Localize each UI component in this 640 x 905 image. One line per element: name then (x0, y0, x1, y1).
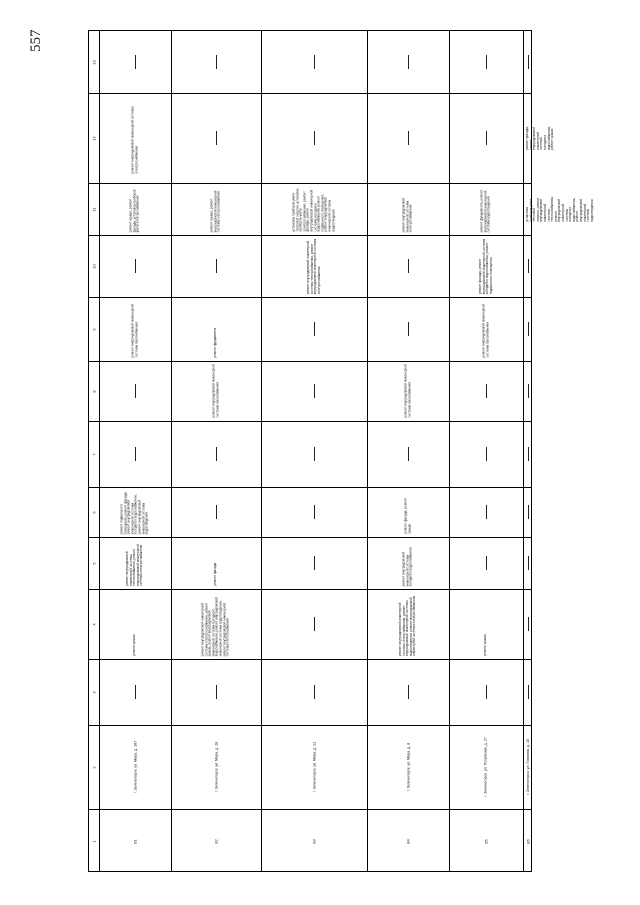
column-number: 11 (91, 206, 97, 212)
work-description: ремонт крыши, ремонт фасада, установка приборов учета электроснабжения (128, 189, 140, 232)
address-text: г. Зеленогорск, ул. Потрясова, д. 27 (484, 737, 488, 797)
empty-dash (528, 55, 529, 69)
column-number-cell (89, 659, 99, 725)
work-cell (367, 93, 449, 183)
empty-dash (528, 384, 529, 398)
column-number-cell (89, 537, 99, 589)
empty-dash (216, 685, 217, 699)
column-number: 5 (91, 561, 97, 565)
work-description: ремонт внутридомовой инженерной системы теплоснабжения, ремонт внутридомовой инженерной системы электроснабжения (305, 238, 321, 294)
work-cell (367, 659, 449, 725)
column-number: 7 (91, 452, 97, 456)
work-cell (261, 31, 367, 93)
work-cell (171, 487, 261, 537)
column-number-cell (89, 809, 99, 873)
page-number: 557 (28, 29, 44, 52)
work-description: ремонт внутридомовой инженерной системы теплоснабжения, ремонт внутридомовой инженерной системы водоотведения, ремонт внутридомовой инженерной системы электроснабжения (398, 595, 417, 656)
empty-dash (314, 556, 315, 570)
column-number-cell (89, 235, 99, 297)
empty-dash (314, 685, 315, 699)
work-cell (171, 659, 261, 725)
work-cell (171, 297, 261, 361)
empty-dash (314, 55, 315, 69)
work-cell (261, 297, 367, 361)
empty-dash (314, 322, 315, 336)
work-description: ремонт внутридомовой инженерной системы холодного водоснабжения (401, 546, 413, 586)
address-cell (449, 725, 523, 809)
empty-dash (486, 505, 487, 519)
work-cell (449, 421, 523, 487)
row-number-cell (367, 809, 449, 873)
empty-dash (528, 322, 529, 336)
work-cell (171, 31, 261, 93)
work-cell (523, 31, 533, 93)
empty-dash (408, 259, 409, 273)
empty-dash (408, 685, 409, 699)
work-cell (171, 235, 261, 297)
work-description: ремонт фасада (213, 562, 218, 586)
row-number-cell (261, 809, 367, 873)
work-cell (171, 361, 261, 421)
column-number-cell (89, 589, 99, 659)
work-description: ремонт внутридомовой инженерной системы теплоснабжения, ремонт внутридомовой инженерной системы электроснабжения (125, 544, 144, 586)
empty-dash (314, 384, 315, 398)
empty-dash (528, 685, 529, 699)
work-cell (261, 537, 367, 589)
column-number: 8 (91, 389, 97, 393)
work-cell (99, 659, 171, 725)
row-number: 82 (213, 838, 219, 844)
empty-dash (408, 322, 409, 336)
work-cell (523, 487, 533, 537)
work-cell (449, 93, 523, 183)
work-description: ремонт внутридомовой инженерной системы газоснабжения (211, 364, 219, 418)
work-description: установка приборов учета тепловой энергии, ремонт внутридомовой инженерной системы теплоснабжения, ремонт внутридомовой инженерной системы холодного водоснабжения, ремонт внутридомовой инженерной системы водоотведения (525, 196, 594, 222)
address-text: г. Зеленогорск, ул. Павлова, д. 15 (526, 739, 530, 795)
work-description: ремонт фасада, ремонт внутридомовой инженерной системы холодного водоснабжения, ремонт крыши (525, 126, 555, 150)
empty-dash (314, 131, 315, 145)
work-cell (171, 589, 261, 659)
row-number: 84 (405, 838, 411, 844)
work-description: ремонт внутридомовой инженерной системы газоснабжения (130, 304, 138, 358)
address-text: г. Зеленогорск, ул. Мира, д. 187 (133, 740, 137, 794)
empty-dash (486, 55, 487, 69)
empty-dash (216, 55, 217, 69)
work-cell (99, 31, 171, 93)
empty-dash (486, 131, 487, 145)
work-cell (261, 183, 367, 235)
empty-dash (486, 556, 487, 570)
address-cell (367, 725, 449, 809)
empty-dash (528, 447, 529, 461)
work-description: ремонт внутридомовой инженерной системы газоснабжения (481, 304, 489, 358)
column-number-cell (89, 361, 99, 421)
work-cell (99, 297, 171, 361)
work-description: ремонт внутридомовой инженерной системы электроснабжения (130, 107, 138, 174)
column-number: 1 (91, 839, 97, 843)
work-description: ремонт фасада, ремонт крыши (403, 498, 411, 534)
row-number-cell (449, 809, 523, 873)
column-number-cell (89, 487, 99, 537)
work-cell (99, 487, 171, 537)
work-cell (261, 589, 367, 659)
column-number-cell (89, 297, 99, 361)
work-description: ремонт внутридомовой инженерной системы электроснабжения, ремонт крыши, ремонт внутридомовой инженерной системы холодного водоснабжения, ремонт внутридомовой инженерной системы водоотведения, ремонт внутридомовой инженерной системы теплоснабжения (200, 596, 230, 656)
row-number-cell (99, 809, 171, 873)
empty-dash (216, 447, 217, 461)
empty-dash (528, 617, 529, 631)
work-cell (523, 361, 533, 421)
work-cell (367, 537, 449, 589)
row-number-cell (523, 809, 533, 873)
column-number-cell (89, 31, 99, 93)
work-cell (523, 93, 555, 183)
work-cell (99, 93, 171, 183)
work-cell (367, 361, 449, 421)
work-cell (171, 421, 261, 487)
work-cell (523, 421, 533, 487)
work-cell (367, 421, 449, 487)
work-cell (171, 183, 261, 235)
work-cell (449, 361, 523, 421)
empty-dash (216, 131, 217, 145)
work-cell (99, 235, 171, 297)
address-cell (99, 725, 171, 809)
address-cell (171, 725, 261, 809)
column-number: 10 (91, 263, 97, 269)
column-number: 13 (91, 59, 97, 65)
empty-dash (408, 447, 409, 461)
empty-dash (135, 447, 136, 461)
row-number-cell (171, 809, 261, 873)
work-description: ремонт крыши (132, 634, 137, 656)
empty-dash (408, 131, 409, 145)
work-cell (99, 361, 171, 421)
column-number: 2 (91, 765, 97, 769)
work-cell (449, 31, 523, 93)
empty-dash (314, 505, 315, 519)
work-cell (523, 537, 533, 589)
work-description: ремонт фасада, ремонт внутридомовой инженерной системы холодного водоснабжения, ремонт подвального помещения (477, 238, 493, 294)
work-cell (99, 589, 171, 659)
empty-dash (486, 685, 487, 699)
work-description: ремонт крыши (483, 634, 488, 656)
empty-dash (314, 447, 315, 461)
empty-dash (216, 505, 217, 519)
empty-dash (135, 384, 136, 398)
empty-dash (486, 447, 487, 461)
empty-dash (408, 55, 409, 69)
column-number: 4 (91, 622, 97, 626)
address-cell (261, 725, 367, 809)
empty-dash (314, 617, 315, 631)
empty-dash (486, 384, 487, 398)
empty-dash (135, 259, 136, 273)
column-number-cell (89, 421, 99, 487)
address-text: г. Зеленогорск, ул. Мира, д. 8 (406, 742, 410, 792)
work-cell (261, 659, 367, 725)
row-number: 85 (483, 838, 489, 844)
work-cell (523, 183, 594, 235)
empty-dash (528, 505, 529, 519)
work-description: ремонт крыши, ремонт внутридомовой инженерной системы электроснабжения (209, 190, 221, 232)
work-cell (449, 659, 523, 725)
work-description: ремонт внутридомовой инженерной системы электроснабжения (401, 197, 413, 232)
work-cell (367, 235, 449, 297)
work-cell (99, 183, 171, 235)
empty-dash (135, 55, 136, 69)
work-description: ремонт фундамента (213, 327, 218, 358)
work-description: ремонт фундамента, ремонт внутридомовой инженерной системы водоотведения (479, 189, 491, 232)
column-number: 6 (91, 510, 97, 514)
work-cell (523, 297, 533, 361)
column-number-cell (89, 725, 99, 809)
work-cell (367, 589, 449, 659)
work-cell (261, 361, 367, 421)
empty-dash (216, 259, 217, 273)
column-number: 3 (91, 690, 97, 694)
work-cell (449, 235, 523, 297)
capital-repair-table (88, 30, 594, 872)
address-text: г. Зеленогорск, ул. Мира, д. 22 (312, 741, 316, 793)
empty-dash (135, 685, 136, 699)
work-cell (367, 487, 449, 537)
column-number: 9 (91, 327, 97, 331)
work-cell (367, 297, 449, 361)
work-cell (171, 537, 261, 589)
address-cell (523, 725, 533, 809)
work-cell (261, 93, 367, 183)
empty-dash (528, 556, 529, 570)
work-cell (99, 537, 171, 589)
work-cell (523, 589, 533, 659)
work-cell (449, 183, 523, 235)
work-description: ремонт внутридомовой инженерной системы газоснабжения (403, 364, 411, 418)
column-number-cell (89, 93, 99, 183)
work-description: ремонт подвального помещения, ремонт фасада, ремонт внутридомовой инженерной системы холодного водоснабжения, ремонт внутридомовой инженерной системы водоотведения (119, 491, 149, 534)
work-cell (171, 93, 261, 183)
work-cell (367, 183, 449, 235)
row-number: 83 (311, 838, 317, 844)
work-cell (523, 659, 533, 725)
column-number: 12 (91, 135, 97, 141)
row-number: 81 (132, 838, 138, 844)
empty-dash (528, 259, 529, 273)
row-number: 86 (525, 838, 531, 844)
work-cell (261, 235, 367, 297)
work-cell (449, 297, 523, 361)
work-cell (261, 421, 367, 487)
work-cell (523, 235, 533, 297)
work-cell (449, 537, 523, 589)
work-cell (261, 487, 367, 537)
column-number-cell (89, 183, 99, 235)
work-cell (449, 589, 523, 659)
work-cell (99, 421, 171, 487)
address-text: г. Зеленогорск, ул. Мира, д. 28 (214, 741, 218, 793)
work-cell (367, 31, 449, 93)
work-cell (449, 487, 523, 537)
work-description: установка приборов учета тепловой энергии, установка приборов учета электроснабжения, ремонт фасада, ремонт внутридомовой инженерной системы холодного водоснабжения, ремонт подвального помещения, ремонт внутридомовой инженерной системы водоотведения (291, 189, 335, 232)
